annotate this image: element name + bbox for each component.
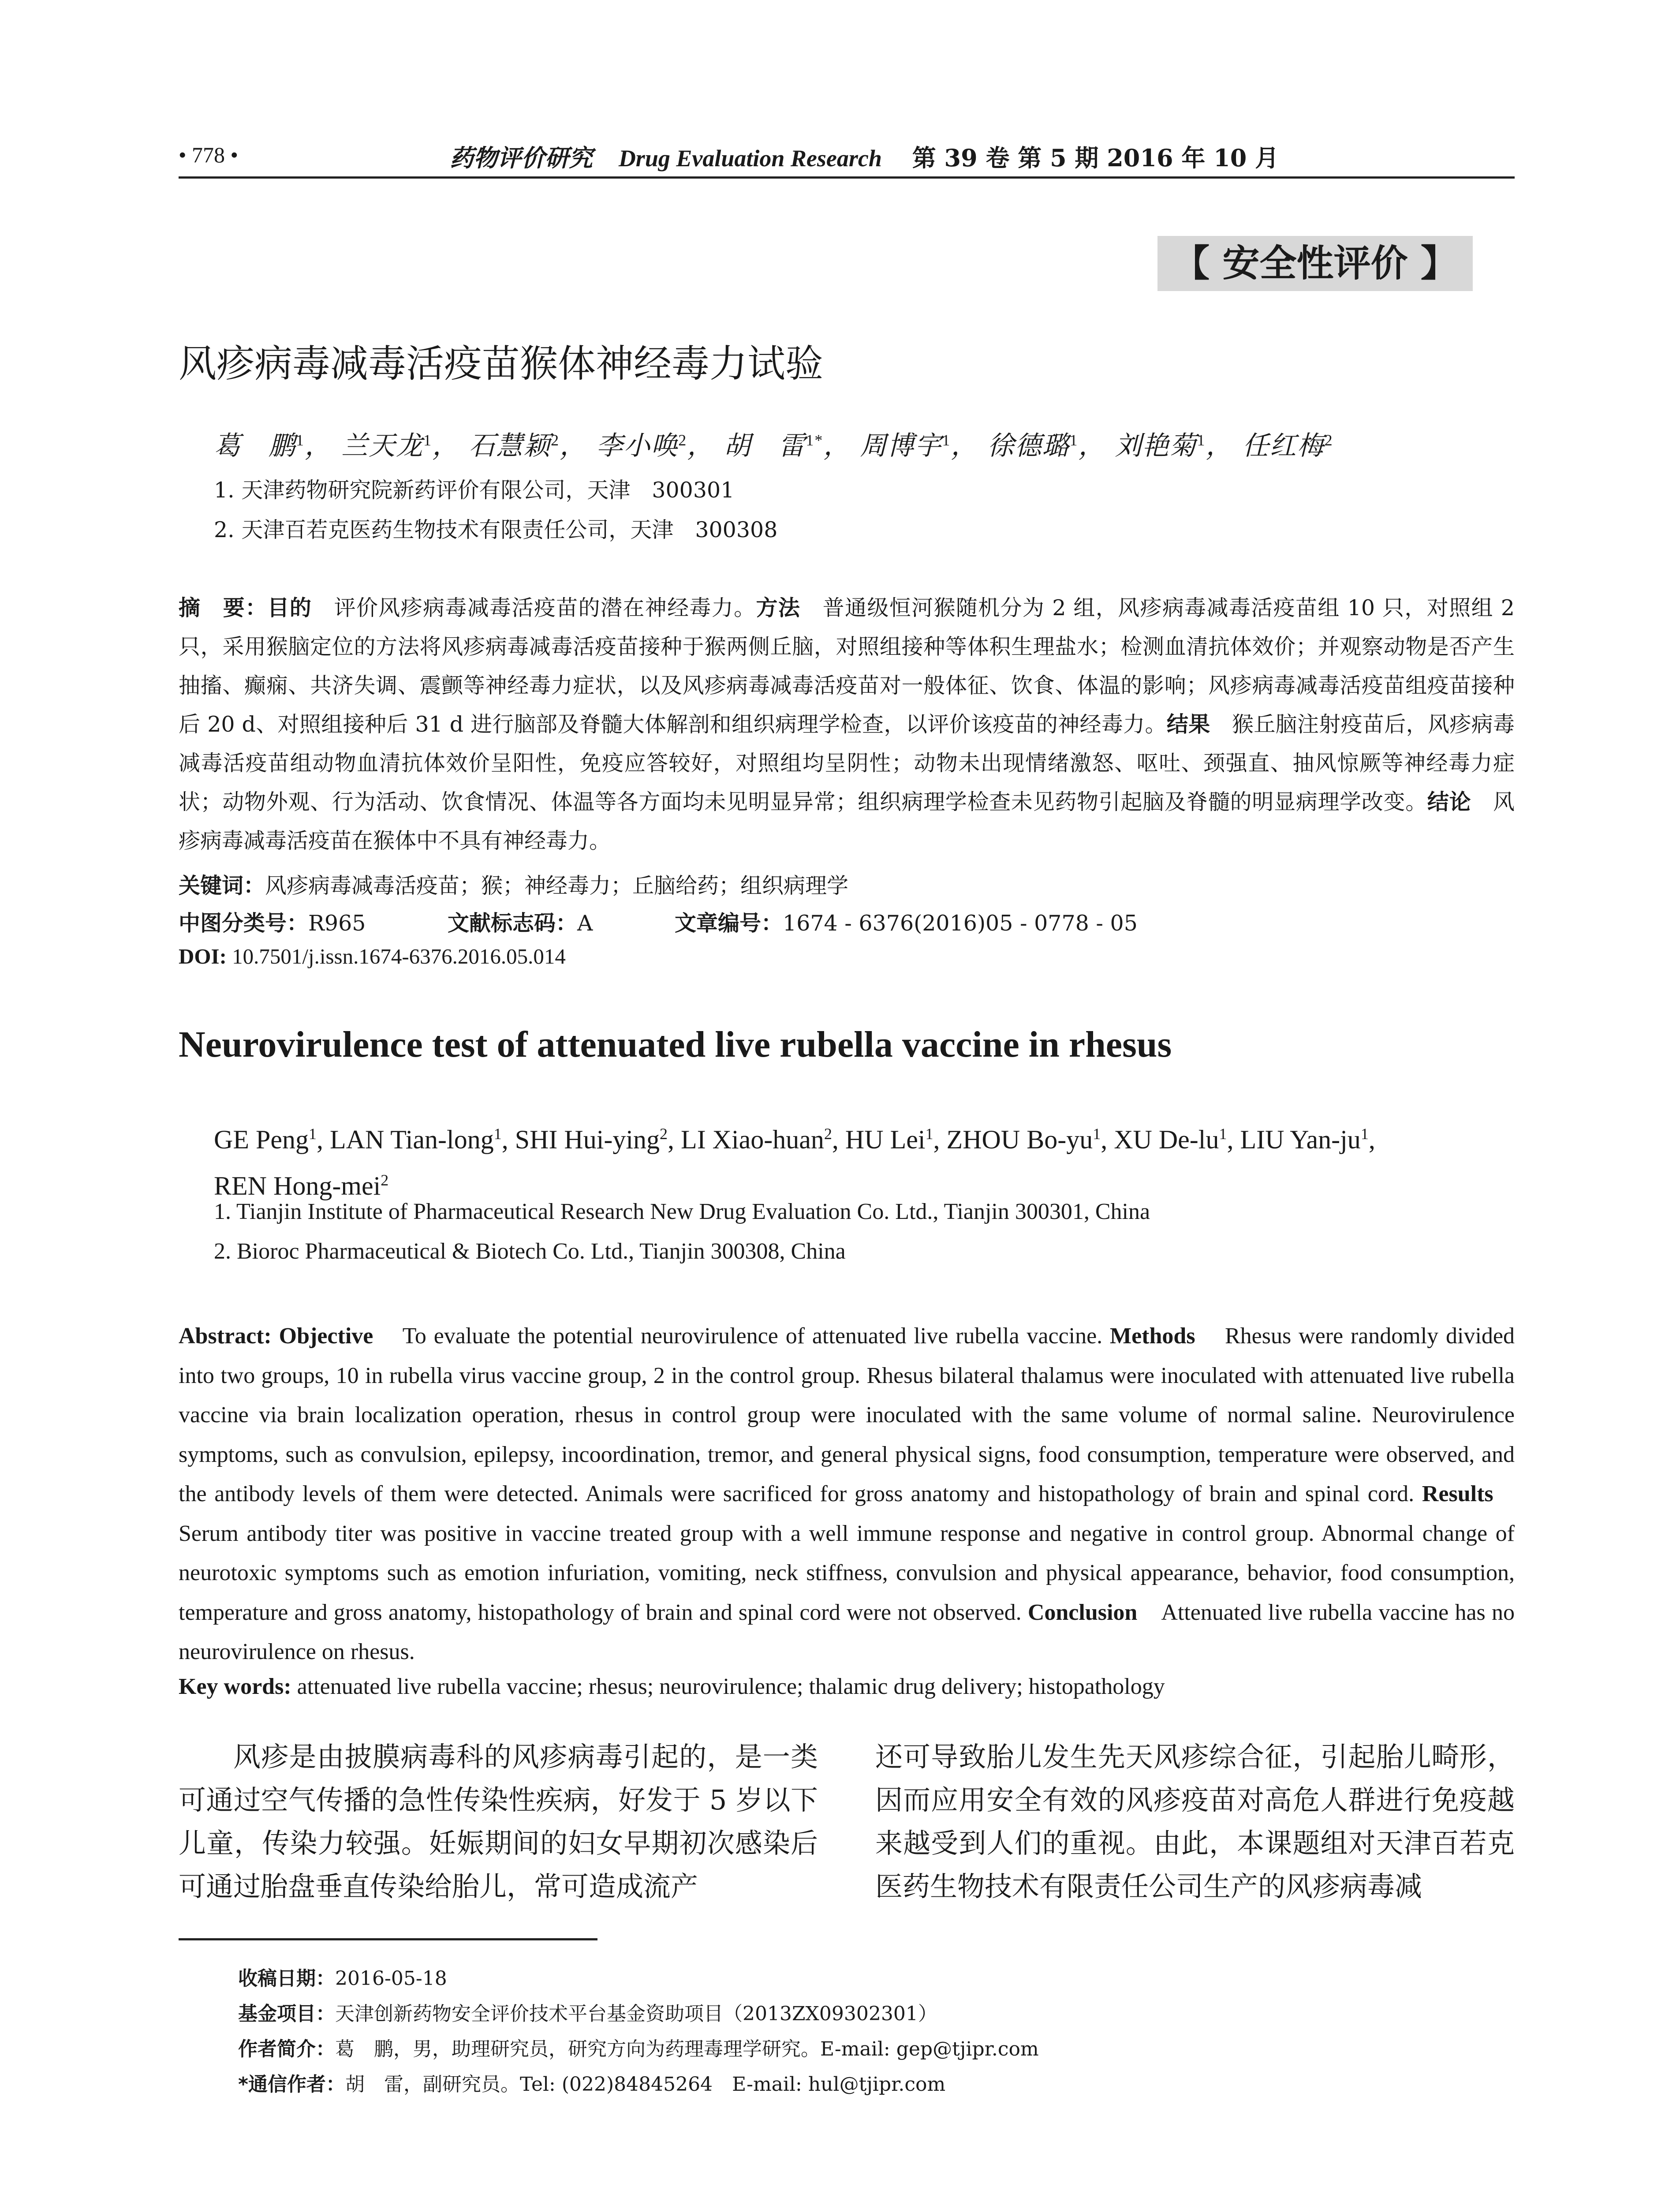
footnote-rule <box>179 1938 597 1940</box>
title-en: Neurovirulence test of attenuated live rubella vaccine in rhesus <box>179 1024 1172 1065</box>
author-en: LAN Tian-long <box>329 1125 494 1154</box>
author-en: HU Lei <box>845 1125 926 1154</box>
author-cn: 兰天龙 <box>341 430 424 461</box>
section-tag: 【 安全性评价 】 <box>1157 236 1473 291</box>
fund-value: 天津创新药物安全评价技术平台基金资助项目（2013ZX09302301） <box>335 2003 937 2025</box>
author-sup: 1 <box>925 1125 933 1143</box>
footnote-corresponding <box>238 2068 945 2097</box>
classification-row <box>179 906 1138 937</box>
author-sup: 2 <box>381 1171 389 1189</box>
corresponding-label: *通信作者： <box>238 2073 346 2096</box>
methods-label: 方法 <box>756 595 801 620</box>
results-label: Results <box>1422 1481 1493 1506</box>
conclusion-text: Attenuated live rubella vaccine has no neurovirulence on rhesus. <box>179 1600 1515 1664</box>
objective-text: To evaluate the potential neurovirulence of attenuated live rubella vaccine. <box>402 1323 1103 1349</box>
author-cn: 刘艳菊 <box>1115 430 1197 461</box>
keywords-value: attenuated live rubella vaccine; rhesus; neurovirulence; thalamic drug delivery; histopathology <box>297 1674 1165 1699</box>
results-text: 猴丘脑注射疫苗后，风疹病毒减毒活疫苗组动物血清抗体效价呈阳性，免疫应答较好，对照组均呈阴性；动物未出现情绪激怒、呕吐、颈强直、抽风惊厥等神经毒力症状；动物外观、行为活动、饮食情况、体温等各方面均未见明显异常；组织病理学检查未见药物引起脑及脊髓的明显病理学改变。 <box>179 712 1515 815</box>
clc-label: 中图分类号： <box>179 911 309 936</box>
author-sup: 1 <box>1360 1125 1369 1143</box>
author-sup: 2 <box>551 431 560 449</box>
affiliation-en: 2. Bioroc Pharmaceutical & Biotech Co. Ltd., Tianjin 300308, China <box>214 1239 846 1264</box>
author-cn: 石慧颖 <box>469 430 551 461</box>
author-sup: 1 <box>423 431 433 449</box>
footnote-received <box>238 1962 447 1991</box>
author-sup: 1 <box>1219 1125 1227 1143</box>
methods-label: Methods <box>1110 1323 1195 1349</box>
author-sup: 2 <box>678 431 687 449</box>
author-bio-label: 作者简介： <box>238 2038 335 2060</box>
title-cn: 风疹病毒减毒活疫苗猴体神经毒力试验 <box>179 342 823 386</box>
author-en: XU De-lu <box>1114 1125 1219 1154</box>
author-sup: 2 <box>824 1125 832 1143</box>
authors-cn: 葛 鹏$^1$， 兰天龙$^1$， 石慧颖$^2$， 李小唤$^2$， 胡 雷$^{1*}$， 周博宇$^1$， 徐德璐$^1$， 刘艳菊$^1$， 任红梅$^2$ <box>214 430 1333 461</box>
author-en: SHI Hui-ying <box>515 1125 660 1154</box>
keywords-value: 风疹病毒减毒活疫苗；猴；神经毒力；丘脑给药；组织病理学 <box>265 873 849 898</box>
doi-link[interactable]: 10.7501/j.issn.1674-6376.2016.05.014 <box>232 944 566 968</box>
conclusion-label: Conclusion <box>1027 1600 1138 1625</box>
article-no-value: 1674 - 6376(2016)05 - 0778 - 05 <box>783 911 1138 936</box>
doc-code-label: 文献标志码： <box>448 911 578 936</box>
received-label: 收稿日期： <box>238 1967 335 1990</box>
objective-text: 评价风疹病毒减毒活疫苗的潜在神经毒力。 <box>334 595 756 620</box>
author-sup: 1 <box>493 1125 502 1143</box>
author-en: ZHOU Bo-yu <box>946 1125 1093 1154</box>
footnote-fund <box>238 1998 937 2026</box>
running-header <box>450 139 1279 173</box>
journal-name-en: Drug Evaluation Research <box>618 145 882 172</box>
issue-info: 第 39 卷 第 5 期 2016 年 10 月 <box>912 144 1279 172</box>
body-column-left: 风疹是由披膜病毒科的风疹病毒引起的，是一类可通过空气传播的急性传染性疾病，好发于 5 岁以下儿童，传染力较强。妊娠期间的妇女早期初次感染后可通过胎盘垂直传染给胎儿，常可造成流产 <box>179 1741 818 1902</box>
abstract-label: Abstract: <box>179 1323 272 1349</box>
affiliation-cn: 2. 天津百若克医药生物技术有限责任公司，天津 300308 <box>214 517 778 542</box>
results-label: 结果 <box>1166 712 1210 737</box>
methods-text: 普通级恒河猴随机分为 2 组，风疹病毒减毒活疫苗组 10 只，对照组 2 只，采用猴脑定位的方法将风疹病毒减毒活疫苗接种于猴两侧丘脑，对照组接种等体积生理盐水；检测血清抗体效价；并观察动物是否产生抽搐、癫痫、共济失调、震颤等神经毒力症状，以及风疹病毒减毒活疫苗对一般体征、饮食、体温的影响；风疹病毒减毒活疫苗组疫苗接种后 20 d、对照组接种后 31 d 进行脑部及脊髓大体解剖和组织病理学检查，以评价该疫苗的神经毒力。 <box>179 595 1515 737</box>
author-sup: 1 <box>1197 431 1206 449</box>
header-rule <box>179 176 1515 179</box>
keywords-cn <box>179 869 848 900</box>
author-cn: 胡 雷 <box>724 430 806 461</box>
author-sup: 2 <box>660 1125 668 1143</box>
abstract-label: 摘 要： <box>179 595 268 620</box>
affiliation-cn: 1. 天津药物研究院新药评价有限公司，天津 300301 <box>214 478 735 503</box>
keywords-label: 关键词： <box>179 873 265 898</box>
author-bio-value: 葛 鹏，男，助理研究员，研究方向为药理毒理学研究。E-mail: gep@tjipr.com <box>335 2038 1039 2060</box>
author-sup: 1 <box>296 431 305 449</box>
author-en: LIU Yan-ju <box>1240 1125 1361 1154</box>
abstract-en <box>179 1316 1515 1672</box>
objective-label: 目的 <box>267 595 312 620</box>
author-cn: 徐德璐 <box>987 430 1070 461</box>
corresponding-value: 胡 雷，副研究员。Tel: (022)84845264 E-mail: hul@tjipr.com <box>345 2073 946 2096</box>
author-sup: 1 <box>1069 431 1079 449</box>
author-sup: 1 <box>942 431 951 449</box>
author-cn: 葛 鹏 <box>214 430 296 461</box>
footnote-author <box>238 2033 1039 2061</box>
received-value: 2016-05-18 <box>335 1967 447 1990</box>
conclusion-label: 结论 <box>1427 789 1471 815</box>
clc-value: R965 <box>308 911 366 936</box>
author-cn: 任红梅 <box>1242 430 1325 461</box>
abstract-cn <box>179 589 1515 860</box>
affiliation-en: 1. Tianjin Institute of Pharmaceutical Research New Drug Evaluation Co. Ltd., Tianjin 300301, China <box>214 1199 1150 1224</box>
methods-text: Rhesus were randomly divided into two groups, 10 in rubella virus vaccine group, 2 in the control group. Rhesus bilateral thalamus were inoculated with attenuated live rubella vaccine via brain localization operation, rhesus in control group were inoculated with the same volume of normal saline. Neurovirulence symptoms, such as convulsion, epilepsy, incoordination, tremor, and general physical signs, food consumption, temperature were observed, and the antibody levels of them were detected. Animals were sacrificed for gross anatomy and histopathology of brain and spinal cord. <box>179 1323 1515 1506</box>
conclusion-text: 风疹病毒减毒活疫苗在猴体中不具有神经毒力。 <box>179 789 1515 853</box>
journal-logo: 药物评价研究 <box>450 144 593 172</box>
author-en: LI Xiao-huan <box>681 1125 824 1154</box>
keywords-label: Key words: <box>179 1674 291 1699</box>
doi <box>179 944 566 969</box>
author-cn: 李小唤 <box>596 430 679 461</box>
author-sup: 1 <box>308 1125 317 1143</box>
results-text: Serum antibody titer was positive in vaccine treated group with a well immune response and negative in control group. Abnormal change of neurotoxic symptoms such as emotion infuriation, vomiting, neck stiffness, convulsion and physical appearance, behavior, food consumption, temperature and gross anatomy, histopathology of brain and spinal cord were not observed. <box>179 1521 1515 1625</box>
doc-code-value: A <box>577 911 593 936</box>
author-en: GE Peng <box>214 1125 309 1154</box>
page-number: • 778 • <box>179 142 239 167</box>
keywords-en <box>179 1674 1165 1700</box>
author-sup: 2 <box>1324 431 1333 449</box>
authors-en: GE Peng$^1$, LAN Tian-long$^1$, SHI Hui-ying$^2$, LI Xiao-huan$^2$, HU Lei$^1$, ZHOU $Bo-yu^1$, XU $De-lu^1$, LIU Yan-$ju^1$, REN Hong-mei$^2$ <box>214 1125 1375 1200</box>
fund-label: 基金项目： <box>238 2003 335 2025</box>
author-sup: 1* <box>806 431 824 449</box>
author-cn: 周博宇 <box>860 430 942 461</box>
doi-label: DOI: <box>179 944 227 968</box>
author-en: REN Hong-mei <box>214 1171 381 1200</box>
author-sup: 1 <box>1093 1125 1101 1143</box>
objective-label: Objective <box>279 1323 373 1349</box>
body-column-right: 还可导致胎儿发生先天风疹综合征，引起胎儿畸形，因而应用安全有效的风疹疫苗对高危人群进行免疫越来越受到人们的重视。由此，本课题组对天津百若克医药生物技术有限责任公司生产的风疹病毒减 <box>875 1741 1515 1902</box>
article-no-label: 文章编号： <box>675 911 783 936</box>
